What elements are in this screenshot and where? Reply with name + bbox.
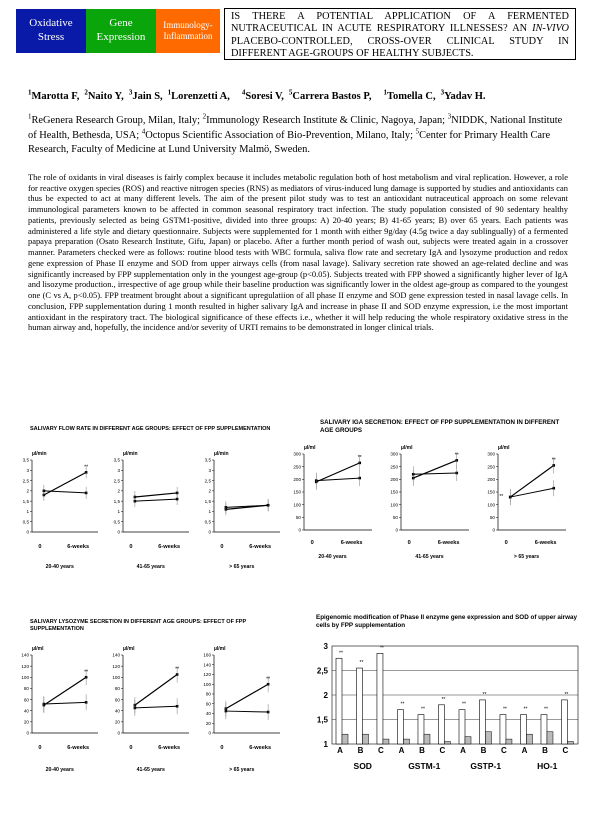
bar [521, 715, 527, 744]
author-name: $^1$Lorenzetti A, [167, 88, 230, 102]
author-name: $^1$Tomella C, [383, 88, 436, 102]
y-tick-label: 1 [26, 509, 29, 515]
x-category-label: 0 [407, 540, 411, 546]
x-subcategory-label: B [357, 746, 364, 755]
bar [377, 653, 383, 744]
unit-label: µl/ml [123, 646, 135, 652]
author-name: $^3$Yadav H. [440, 88, 486, 102]
affiliation: $^1$ReGenera Research Group, Milan, Italy; [28, 113, 203, 127]
unit-label: µl/ml [32, 646, 44, 652]
y-tick-label: 2,5 [113, 478, 120, 484]
x-category-label: 0 [38, 745, 42, 751]
y-tick-label: 0 [208, 529, 211, 535]
y-tick-label: 1,5 [204, 498, 211, 504]
y-tick-label: 100 [293, 502, 301, 508]
y-tick-label: 2,5 [204, 478, 211, 484]
y-tick-label: 100 [390, 502, 398, 508]
y-tick-label: 20 [114, 719, 120, 725]
y-tick-label: 1 [323, 740, 328, 749]
significance-marker: ** [84, 669, 89, 676]
bar [444, 742, 450, 744]
y-tick-label: 2 [323, 691, 328, 700]
x-group-label: HO-1 [537, 761, 558, 771]
iga-chart [290, 440, 580, 570]
x-category-label: 0 [310, 540, 314, 546]
y-tick-label: 0 [492, 527, 495, 533]
poster-title: IS THERE A POTENTIAL APPLICATION OF A FERMENTED NUTRACEUTICAL IN ACUTE RESPIRATORY ILLNESSES? AN IN-VIVO PLACEBO-CONTROLLED, CROSS-OVER CLINICAL STUDY IN DIFFERENT AGE-GROUPS OF HEALTHY SUBJECTS. [224, 8, 576, 60]
y-tick-label: 3,5 [113, 457, 120, 463]
series-line [44, 677, 86, 705]
unit-label: µl/ml [401, 445, 413, 451]
y-tick-label: 120 [21, 663, 29, 669]
significance-marker: ** [564, 691, 569, 698]
x-group-label: SOD [353, 761, 372, 771]
affiliation: $^2$Immunology Research Institute & Clinic, Nagoya, Japan; [202, 113, 448, 127]
x-subcategory-label: A [337, 746, 343, 755]
y-tick-label: 0 [26, 529, 29, 535]
series-line [135, 499, 177, 501]
y-tick-label: 3 [323, 642, 328, 651]
panel-label: 20-40 years [45, 564, 74, 570]
panel-label: 20-40 years [45, 767, 74, 773]
y-tick-label: 0 [395, 527, 398, 533]
y-tick-label: 2 [208, 488, 211, 494]
panel-label: > 65 years [229, 767, 255, 773]
significance-marker: ** [379, 645, 384, 652]
affiliation: $^4$Octopus Scientific Association of Bio-Prevention, Milano, Italy; [141, 127, 416, 142]
x-category-label: 0 [38, 544, 42, 550]
y-tick-label: 2,5 [22, 478, 29, 484]
lysozyme-chart [14, 645, 304, 785]
y-tick-label: 1,5 [316, 715, 328, 725]
x-category-label: 6-weeks [249, 745, 272, 751]
series-line [413, 473, 457, 474]
significance-marker: ** [359, 660, 364, 667]
y-tick-label: 60 [205, 701, 211, 707]
bar [506, 739, 512, 744]
bar [465, 737, 471, 744]
series-line [135, 675, 177, 706]
x-subcategory-label: C [378, 746, 384, 755]
x-category-label: 6-weeks [249, 544, 272, 550]
x-subcategory-label: C [562, 746, 569, 755]
significance-marker: ** [266, 676, 271, 683]
y-tick-label: 3,5 [204, 457, 211, 463]
y-tick-label: 2 [26, 488, 29, 494]
y-tick-label: 250 [390, 464, 398, 470]
y-tick-label: 300 [293, 451, 301, 457]
panel-label: 41-65 years [415, 554, 444, 560]
bar [362, 734, 368, 744]
author-name: $^3$Jain S, [128, 88, 163, 102]
unit-label: µl/min [32, 451, 47, 457]
affiliation: $^5$Center for Primary Health Care Research, Faculty of Medicine at Lund University Malmö, Sweden. [28, 127, 551, 155]
y-tick-label: 2 [117, 488, 120, 494]
panel-label: 41-65 years [136, 767, 165, 773]
gene-expression-bar-chart [310, 632, 582, 782]
significance-marker: ** [421, 706, 425, 713]
y-tick-label: 300 [487, 451, 495, 457]
x-category-label: 6-weeks [158, 745, 181, 751]
y-tick-label: 140 [21, 652, 29, 658]
unit-label: µl/ml [214, 646, 226, 652]
y-tick-label: 2,5 [316, 666, 328, 676]
y-tick-label: 160 [203, 652, 211, 658]
y-tick-label: 1,5 [22, 498, 29, 504]
y-tick-label: 0 [117, 529, 120, 535]
significance-marker: ** [499, 494, 504, 501]
affiliation-list [28, 113, 568, 156]
y-tick-label: 150 [487, 489, 495, 495]
bar [356, 668, 362, 744]
bar-chart-title: Epigenomic modification of Phase II enzyme gene expression and SOD of upper airway cells by FPP supplementation [316, 614, 578, 630]
x-category-label: 0 [129, 544, 133, 550]
lysozyme-chart-title: SALIVARY LYSOZYME SECRETION IN DIFFERENT AGE GROUPS: EFFECT OF FPP SUPPLEMENTATION [30, 619, 247, 633]
y-tick-label: 140 [112, 652, 120, 658]
y-tick-label: 150 [293, 489, 301, 495]
y-tick-label: 0 [298, 527, 301, 533]
significance-marker: ** [441, 696, 446, 703]
significance-marker: ** [175, 666, 180, 673]
x-category-label: 6-weeks [158, 544, 181, 550]
y-tick-label: 50 [295, 515, 301, 521]
y-tick-label: 3,5 [22, 457, 29, 463]
y-tick-label: 20 [23, 719, 29, 725]
y-tick-label: 250 [293, 464, 301, 470]
author-name: $^1$Marotta F, [28, 88, 80, 102]
bar [547, 732, 553, 744]
y-tick-label: 1 [117, 509, 120, 515]
bar [383, 739, 389, 744]
y-tick-label: 140 [203, 662, 211, 668]
significance-marker: ** [551, 457, 556, 464]
y-tick-label: 1 [208, 509, 211, 515]
affiliation: $^3$NIDDK, National Institute of Health, Bethesda, USA; [28, 113, 563, 142]
significance-marker: ** [544, 706, 548, 713]
bar [541, 715, 547, 744]
y-tick-label: 0,5 [22, 519, 29, 525]
y-tick-label: 200 [487, 477, 495, 483]
tag-gene-expression: Gene Expression [86, 9, 156, 53]
bar [485, 732, 491, 744]
y-tick-label: 300 [390, 451, 398, 457]
y-tick-label: 120 [203, 672, 211, 678]
x-category-label: 6-weeks [67, 544, 90, 550]
y-tick-label: 100 [21, 674, 29, 680]
significance-marker: ** [357, 454, 362, 461]
significance-marker: ** [482, 691, 487, 698]
iga-chart-title: SALIVARY IGA SECRETION: EFFECT OF FPP SUPPLEMENTATION IN DIFFERENT AGE GROUPS [320, 419, 560, 435]
y-tick-label: 3 [117, 467, 120, 473]
y-tick-label: 100 [112, 674, 120, 680]
y-tick-label: 1,5 [113, 498, 120, 504]
x-category-label: 0 [129, 745, 133, 751]
bar [567, 742, 573, 744]
x-subcategory-label: C [439, 746, 446, 755]
y-tick-label: 0 [117, 730, 120, 736]
author-name: $^5$Carrera Bastos P, [288, 88, 372, 102]
y-tick-label: 100 [487, 502, 495, 508]
significance-marker: ** [400, 701, 405, 708]
abstract-text: The role of oxidants in viral diseases is fairly complex because it includes metabolic regulation both of host metabolism and viral replication. However, a role for reactive oxygen species (ROS) and reactive nitrogen species (RNS) as mediators of virus-induced lung damage is supported by studies and antioxidants can thus be expected to act at many different levels. The aim of the present pilot study was to test an antioxidant nutraceutical approach on some relevant immunological parameters known to be affected in common seasonal respiratory tract infection. The study population consisted of 90 sedentary healthy patients, previously selected as being GSTM1-positive, divided into three groups: A) 20-40 years; B) 41-65 years; B) over 65 years. Each patients was administered a life style and dietary questionnaire. Subjects were supplemented for 1 month with either 9g/day (4.5g twice a day sublingually) of a fermented papaya preparation (Osato Research Institute, Gifu, Japan) or placebo. After a further month period of wash out, subjects were treated again in a crossover manner. Parameters checked were as follows: routine blood tests with WBC formula, saliva flow rate and secretary IgA and lysozyme production and redox gene expression of Phase II enzyme and SOD from upper airways cells (from nasal lavage). Salivary secretion rate showed an age-related decline and was significantly increased by FPP supplementation only in the youngest age-group (p<0.05). Subjects treated with FPP showed a significantly higher lever of IgA and lisozyme production., irrespective of age group while their baseline production was significantly lower in the oldest age-group as compared to the youngest one (C vs A, p<0.05). FPP treatment brought about a significant upregulatiion of all phase II enzyme and SOD gene expression tested in nasal lavage cells. In conclusion, FPP supplementation during 1 month resulted in higher salivary IgA and increase in phase II and SOD enzyme expression, i.e the most important antioxidant in the respiratory tract. The biological significance of these effects i.e., whether it will help reducing the whole respiratory oxidative stress in the human airway and, hopefully, the incidence and/or severity of URTI remains to be demonstrated in longer clinical trials. [28, 172, 568, 333]
unit-label: µl/ml [304, 445, 316, 451]
y-tick-label: 0,5 [113, 519, 120, 525]
series-line [413, 460, 457, 478]
x-subcategory-label: B [480, 746, 487, 755]
y-tick-label: 0 [208, 730, 211, 736]
tag-oxidative-stress: Oxidative Stress [16, 9, 86, 53]
y-tick-label: 200 [390, 477, 398, 483]
flow-rate-chart-title: SALIVARY FLOW RATE IN DIFFERENT AGE GROUPS: EFFECT OF FPP SUPPLEMENTATION [30, 426, 271, 432]
x-category-label: 0 [220, 544, 224, 550]
y-tick-label: 80 [114, 686, 120, 692]
y-tick-label: 40 [205, 711, 211, 717]
bar [398, 710, 404, 744]
unit-label: µl/min [214, 451, 229, 457]
y-tick-label: 40 [23, 708, 29, 714]
x-group-label: GSTP-1 [470, 761, 502, 771]
bar [438, 705, 444, 744]
x-subcategory-label: A [460, 746, 466, 755]
unit-label: µl/ml [498, 445, 510, 451]
series-line [226, 711, 268, 712]
x-category-label: 6-weeks [67, 745, 90, 751]
bar [424, 734, 430, 744]
y-tick-label: 0 [26, 730, 29, 736]
y-tick-label: 150 [390, 489, 398, 495]
y-tick-label: 40 [114, 708, 120, 714]
author-list [28, 88, 578, 102]
significance-marker: ** [502, 706, 507, 713]
y-tick-label: 250 [487, 464, 495, 470]
tag-immunology-inflammation: Immunology- Inflammation [156, 9, 220, 53]
y-tick-label: 20 [205, 720, 211, 726]
y-tick-label: 50 [392, 515, 398, 521]
x-group-label: GSTM-1 [408, 761, 441, 771]
bar [404, 739, 410, 744]
x-subcategory-label: C [501, 746, 507, 755]
bar [459, 710, 465, 744]
y-tick-label: 80 [205, 691, 211, 697]
y-tick-label: 100 [203, 681, 211, 687]
significance-marker: ** [454, 452, 459, 459]
y-tick-label: 3 [208, 467, 211, 473]
bar [336, 658, 342, 744]
y-tick-label: 50 [489, 515, 495, 521]
bar [561, 700, 567, 744]
panel-label: > 65 years [513, 554, 540, 560]
bar [500, 715, 506, 744]
y-tick-label: 200 [293, 477, 301, 483]
x-subcategory-label: A [521, 746, 528, 755]
panel-label: > 65 years [229, 564, 255, 570]
bar [527, 734, 533, 744]
series-line [135, 493, 177, 497]
x-category-label: 0 [504, 540, 508, 546]
series-line [226, 684, 268, 708]
series-line [44, 702, 86, 704]
author-name: $^2$Naito Y, [84, 88, 124, 102]
y-tick-label: 3 [26, 467, 29, 473]
series-line [135, 706, 177, 708]
unit-label: µl/min [123, 451, 138, 457]
x-category-label: 6-weeks [534, 540, 557, 546]
bar [479, 700, 485, 744]
significance-marker: ** [523, 706, 528, 713]
x-category-label: 0 [220, 745, 224, 751]
y-tick-label: 120 [112, 663, 120, 669]
x-subcategory-label: A [398, 746, 405, 755]
author-name: $^4$Soresi V, [241, 88, 284, 102]
y-tick-label: 60 [114, 697, 120, 703]
x-subcategory-label: B [542, 746, 548, 755]
y-tick-label: 60 [23, 697, 29, 703]
panel-label: 41-65 years [136, 564, 165, 570]
x-category-label: 6-weeks [340, 540, 363, 546]
panel-label: 20-40 years [318, 554, 347, 560]
significance-marker: ** [339, 650, 343, 657]
bar [418, 715, 424, 744]
flow-rate-chart [14, 450, 304, 580]
significance-marker: ** [84, 464, 89, 471]
x-subcategory-label: B [419, 746, 425, 755]
significance-marker: ** [462, 701, 466, 708]
y-tick-label: 80 [23, 686, 29, 692]
y-tick-label: 0,5 [204, 519, 211, 525]
x-category-label: 6-weeks [437, 540, 460, 546]
bar [342, 734, 348, 744]
